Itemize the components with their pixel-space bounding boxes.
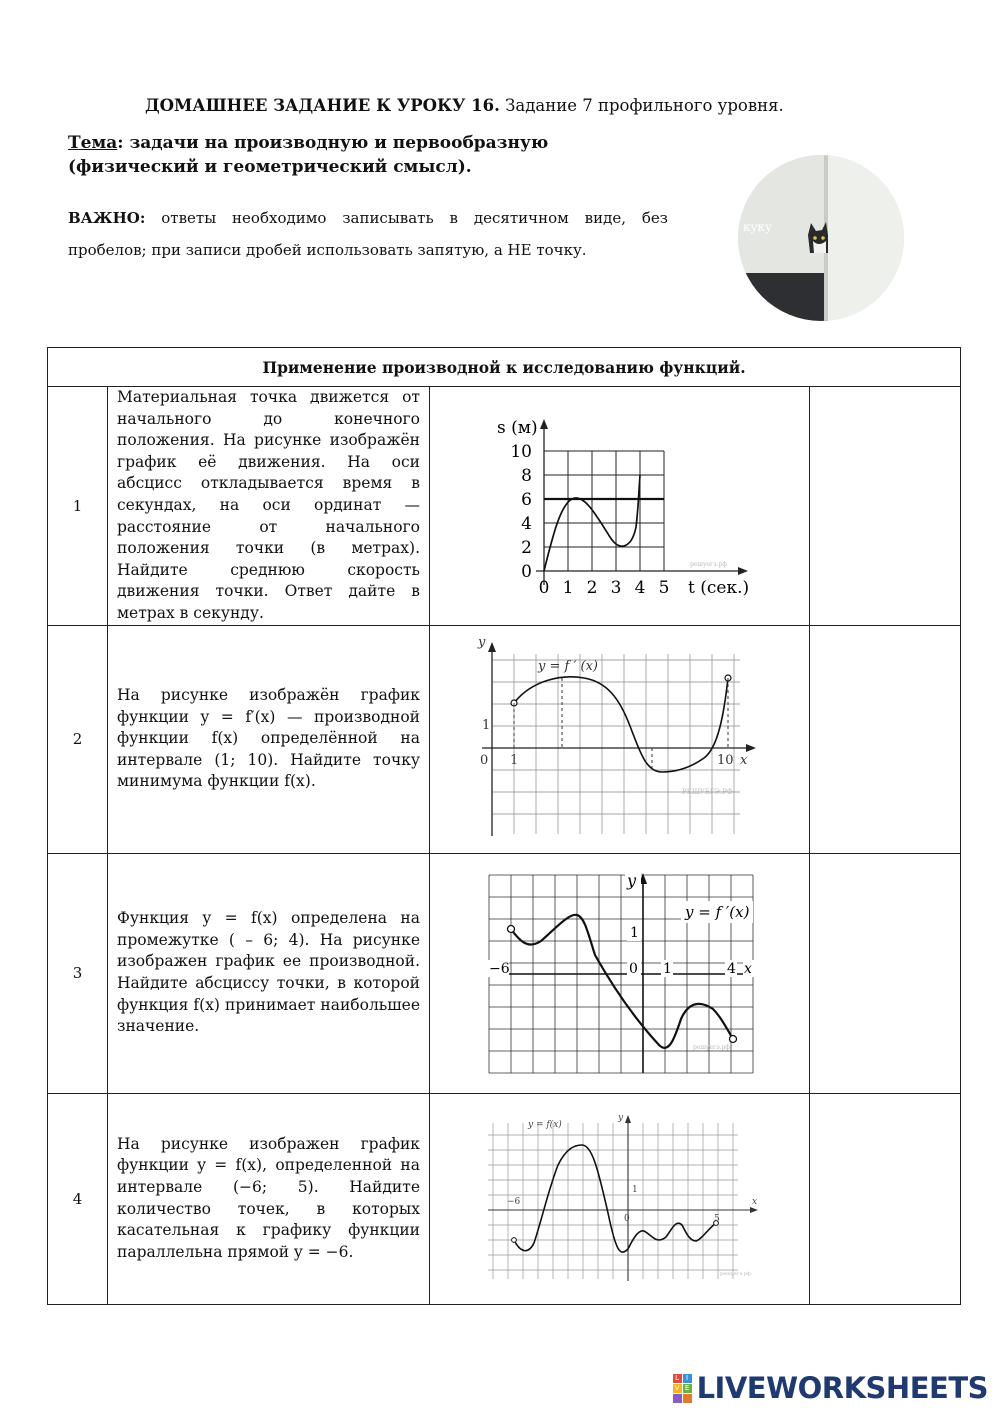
function-graph: [470, 1109, 770, 1289]
g1-xtick: 5: [658, 577, 669, 598]
g1-ylabel: s (м): [496, 417, 538, 438]
important-note: [68, 202, 668, 266]
liveworksheets-wordmark: LIVEWORKSHEETS: [696, 1371, 988, 1405]
graph-cell: [430, 387, 810, 626]
derivative-graph: [470, 634, 770, 844]
task-row-3: [48, 853, 961, 1093]
g2-zero: 0: [479, 753, 488, 769]
g1-watermark: решуегэ.рф: [689, 560, 727, 568]
graph-cell: [430, 1093, 810, 1304]
g4-xlabel: x: [751, 1196, 757, 1207]
g1-ytick: 6: [520, 489, 532, 510]
g4-one: 1: [631, 1184, 638, 1195]
g4-five: 5: [713, 1213, 720, 1224]
topic-text: : задачи на производную и первообразную (физический и геометрический смысл).: [68, 133, 549, 177]
g3-xlabel: x: [743, 961, 752, 978]
g3-ylabel: y: [626, 871, 636, 891]
g2-curve-label: y = f ′ (x): [537, 659, 598, 675]
g2-x10: 10: [716, 753, 734, 769]
homework-title-rest: Задание 7 профильного уровня.: [499, 96, 784, 115]
task-number: 4: [48, 1093, 108, 1304]
g3-zero: 0: [628, 961, 638, 978]
g2-ylabel: y: [477, 635, 485, 651]
task-number: 2: [48, 625, 108, 853]
g1-ytick: 2: [520, 537, 532, 558]
photo-caption: куку: [743, 220, 773, 234]
g2-x1: 1: [509, 753, 518, 769]
g2-watermark: РЕШУЕГЭ.РФ: [681, 788, 733, 797]
g1-ytick: 4: [520, 513, 532, 534]
g1-xtick: 0: [538, 577, 549, 598]
task-text: Функция y = f(x) определена на промежутке ( – 6; 4). На рисунке изображен график ее производной. Найдите абсциссу точки, в которой функция f(x) принимает наибольшее значение.: [108, 853, 430, 1093]
important-label: ВАЖНО:: [68, 209, 146, 227]
g1-xtick: 3: [610, 577, 621, 598]
g1-xtick: 2: [586, 577, 597, 598]
homework-title-bold: ДОМАШНЕЕ ЗАДАНИЕ К УРОКУ 16.: [145, 96, 500, 115]
graph-cell: [430, 853, 810, 1093]
homework-title: [145, 96, 784, 115]
g2-one: 1: [481, 718, 490, 734]
answer-cell[interactable]: [810, 387, 961, 626]
g1-xtick: 4: [634, 577, 645, 598]
g4-ylabel: y: [617, 1112, 623, 1123]
answer-cell[interactable]: [810, 853, 961, 1093]
g3-one-y: 1: [629, 925, 639, 942]
cat-photo-image: [738, 155, 904, 321]
tasks-table: [47, 347, 961, 1305]
derivative-graph-2: [475, 867, 765, 1079]
g4-watermark: решуегэ.рф: [719, 1270, 751, 1277]
g4-curve-label: y = f(x): [527, 1119, 562, 1130]
task-row-4: [48, 1093, 961, 1304]
g1-xtick: 1: [562, 577, 573, 598]
g1-ytick: 10: [509, 441, 532, 462]
g1-xlabel: t (сек.): [687, 577, 749, 598]
graph-cell: [430, 625, 810, 853]
task-row-1: [48, 387, 961, 626]
task-text: Материальная точка движется от начального до конечного положения. На рисунке изображён график её движения. На оси абсцисс откладывается время в секундах, на оси ординат — расстояние от начального положения точки (в метрах). Найдите среднюю скорость движения точки. Ответ дайте в метрах в секунду.: [108, 387, 430, 626]
task-text: На рисунке изображён график функции y = f′(x) — производной функции f(x) определённой на интервале (1; 10). Найдите точку минимума функции f(x).: [108, 625, 430, 853]
table-header: Применение производной к исследованию функций.: [48, 348, 961, 387]
answer-cell[interactable]: [810, 625, 961, 853]
task-number: 1: [48, 387, 108, 626]
topic: [68, 131, 668, 179]
g1-ytick: 8: [520, 465, 532, 486]
liveworksheets-icon: L I V E: [673, 1374, 692, 1403]
g3-one-x: 1: [662, 961, 672, 978]
g4-m6: −6: [506, 1196, 520, 1207]
task-row-2: [48, 625, 961, 853]
task-number: 3: [48, 853, 108, 1093]
g4-zero: 0: [623, 1213, 630, 1224]
g2-xlabel: x: [739, 753, 747, 769]
task-text: На рисунке изображен график функции y = f(x), определенной на интервале (−6; 5). Найдите количество точек, в которых касательная к графику функции параллельна прямой y = −6.: [108, 1093, 430, 1304]
cat-photo: [738, 155, 904, 321]
g1-ytick: 0: [520, 561, 532, 582]
g3-m6: −6: [488, 961, 510, 978]
g3-watermark: решуегэ.рф: [692, 1044, 730, 1052]
g3-curve-label: y = f ′(x): [684, 903, 749, 922]
important-text: ответы необходимо записывать в десятичном виде, без пробелов; при записи дробей использовать запятую, а НЕ точку.: [68, 209, 668, 259]
liveworksheets-logo: [673, 1371, 988, 1405]
distance-time-graph: [480, 407, 760, 605]
answer-cell[interactable]: [810, 1093, 961, 1304]
g3-four: 4: [726, 961, 736, 978]
topic-label: Тема: [68, 133, 118, 153]
